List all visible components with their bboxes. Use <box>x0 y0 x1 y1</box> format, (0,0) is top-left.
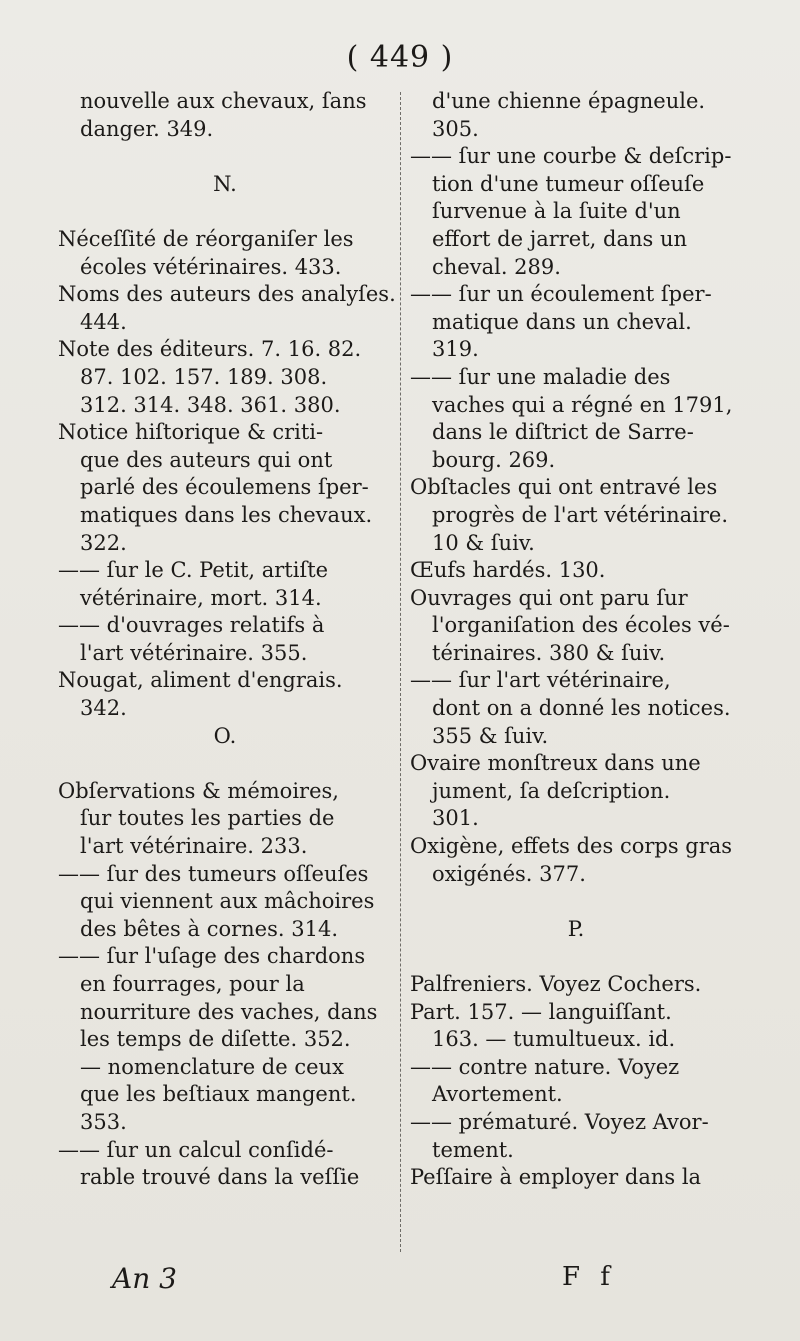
spacer <box>58 198 392 226</box>
index-entry: —— prématuré. Voyez Avor- <box>410 1109 709 1134</box>
spacer <box>58 750 392 778</box>
index-entry-continuation: — nomenclature de ceux <box>80 1054 344 1079</box>
index-entry: Nougat, aliment d'engrais. <box>58 668 343 693</box>
index-entry: Obſervations & mémoires, <box>58 778 339 803</box>
left-column <box>58 88 396 1192</box>
index-entry-continuation: vétérinaire, mort. 314. <box>80 585 322 610</box>
index-entry-continuation: qui viennent aux mâchoires <box>80 889 375 914</box>
index-entry: Obſtacles qui ont entravé les <box>410 475 718 500</box>
index-entry-continuation: 87. 102. 157. 189. 308. <box>80 364 328 389</box>
index-entry-continuation: 305. <box>432 116 479 141</box>
index-entry-continuation: oxigénés. 377. <box>432 861 586 886</box>
index-entry-continuation: ſurvenue à la ſuite d'un <box>432 199 681 224</box>
index-entry: —— ſur le C. Petit, artiſte <box>58 558 329 583</box>
index-entry-continuation: dont on a donné les notices. <box>432 696 731 721</box>
index-entry-continuation: rable trouvé dans la veſſie <box>80 1165 360 1190</box>
index-entry: —— ſur des tumeurs oſſeuſes <box>58 861 369 886</box>
footer-signature-mark: F f <box>562 1262 616 1292</box>
spacer <box>58 143 392 171</box>
index-entry: —— ſur l'art vétérinaire, <box>410 668 671 693</box>
index-entry-continuation: que des auteurs qui ont <box>80 447 333 472</box>
index-entry: —— ſur une maladie des <box>410 364 671 389</box>
index-entry-continuation: tement. <box>432 1137 514 1162</box>
index-entry-continuation: écoles vétérinaires. 433. <box>80 254 342 279</box>
index-entry: —— ſur un écoulement ſper- <box>410 282 712 307</box>
index-entry: Ovaire monſtreux dans une <box>410 751 701 776</box>
index-entry-continuation: que les beſtiaux mangent. <box>80 1082 357 1107</box>
index-entry-continuation: les temps de diſette. 352. <box>80 1027 351 1052</box>
index-entry-continuation: effort de jarret, dans un <box>432 226 688 251</box>
index-entry: Palfreniers. Voyez Cochers. <box>410 972 702 996</box>
index-entry: —— ſur l'uſage des chardons <box>58 944 366 969</box>
index-entry-continuation: 355 & ſuiv. <box>432 723 549 748</box>
index-entry: Néceſſité de réorganiſer les <box>58 226 354 251</box>
index-entry-continuation: ſur toutes les parties de <box>80 806 335 831</box>
index-entry-continuation: matique dans un cheval. <box>432 309 692 334</box>
index-entry-continuation: 342. <box>80 696 127 721</box>
index-entry-continuation: l'organiſation des écoles vé- <box>432 613 730 638</box>
footer-signature: An 3 <box>112 1262 177 1295</box>
index-entry-continuation: 353. <box>80 1109 127 1134</box>
section-letter: O. <box>213 723 237 748</box>
index-entry: Ouvrages qui ont paru ſur <box>410 585 688 610</box>
index-entry: Note des éditeurs. 7. 16. 82. <box>58 337 362 362</box>
index-entry: —— ſur un calcul conſidé- <box>58 1137 334 1162</box>
index-entry-continuation: danger. 349. <box>80 116 214 141</box>
index-entry-continuation: tion d'une tumeur oſſeuſe <box>432 171 705 196</box>
index-entry: Notice hiſtorique & criti- <box>58 420 324 445</box>
index-entry-continuation: jument, ſa deſcription. <box>432 778 671 803</box>
index-entry: Œufs hardés. 130. <box>410 558 606 583</box>
index-entry-continuation: 10 & ſuiv. <box>432 530 535 555</box>
spacer <box>410 943 742 971</box>
index-entry-continuation: parlé des écoulemens ſper- <box>80 475 369 500</box>
index-entry-continuation: progrès de l'art vétérinaire. <box>432 502 729 527</box>
index-entry-continuation: bourg. 269. <box>432 447 556 472</box>
index-entry: —— d'ouvrages relatifs à <box>58 613 325 638</box>
index-entry: Part. 157. — languiſſant. <box>410 999 672 1024</box>
section-letter: P. <box>567 916 585 941</box>
index-entry-continuation: térinaires. 380 & ſuiv. <box>432 640 666 665</box>
index-entry-continuation: d'une chienne épagneule. <box>432 89 706 113</box>
index-entry-continuation: 301. <box>432 806 479 831</box>
index-entry-continuation: 319. <box>432 337 479 362</box>
index-entry-continuation: nourriture des vaches, dans <box>80 999 378 1024</box>
index-entry-continuation: matiques dans les chevaux. <box>80 502 373 527</box>
index-entry-continuation: l'art vétérinaire. 233. <box>80 834 308 859</box>
column-divider <box>400 92 401 1252</box>
right-column <box>410 88 742 1192</box>
index-entry: Oxigène, effets des corps gras <box>410 834 733 859</box>
page-number: ( 449 ) <box>346 40 454 75</box>
index-entry-continuation: en fourrages, pour la <box>80 972 305 996</box>
index-entry-continuation: dans le diſtrict de Sarre- <box>432 420 694 445</box>
index-entry-continuation: 163. — tumultueux. id. <box>432 1027 676 1052</box>
index-entry-continuation: nouvelle aux chevaux, ſans <box>80 89 367 113</box>
index-entry-continuation: vaches qui a régné en 1791, <box>432 392 733 417</box>
index-entry-continuation: l'art vétérinaire. 355. <box>80 640 308 665</box>
index-entry-continuation: 322. <box>80 530 127 555</box>
index-entry-continuation: cheval. 289. <box>432 254 561 279</box>
index-entry: —— contre nature. Voyez <box>410 1054 680 1079</box>
index-entry-continuation: 444. <box>80 309 127 334</box>
index-entry-continuation: des bêtes à cornes. 314. <box>80 916 338 941</box>
index-entry: —— ſur une courbe & deſcrip- <box>410 144 732 169</box>
index-entry: Peſſaire à employer dans la <box>410 1165 702 1190</box>
index-entry: Noms des auteurs des analyſes. <box>58 282 396 307</box>
spacer <box>410 888 742 916</box>
index-entry-continuation: 312. 314. 348. 361. 380. <box>80 392 341 417</box>
section-letter: N. <box>213 171 237 196</box>
index-entry-continuation: Avortement. <box>432 1082 563 1107</box>
